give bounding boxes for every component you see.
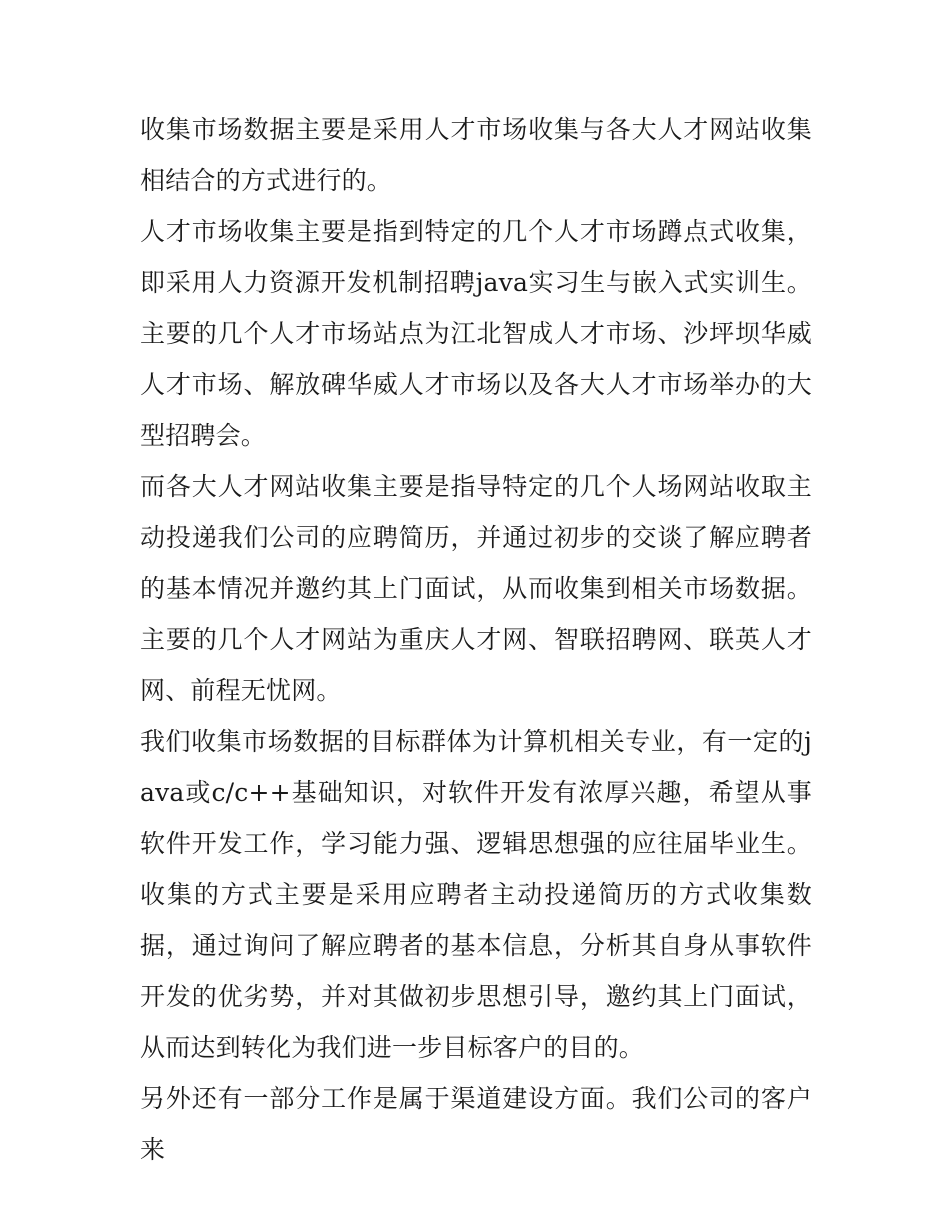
paragraph-collection-method: 收集市场数据主要是采用人才市场收集与各大人才网站收集相结合的方式进行的。 bbox=[140, 115, 812, 195]
document-body bbox=[140, 104, 812, 1175]
paragraph-channel-building: 另外还有一部分工作是属于渠道建设方面。我们公司的客户来 bbox=[140, 1084, 812, 1164]
paragraph-target-group: 我们收集市场数据的目标群体为计算机相关专业，有一定的java或c/c++基础知识，对软件开发有浓厚兴趣，希望从事软件开发工作，学习能力强、逻辑思想强的应往届毕业生。收集的方式主要是采用应聘者主动投递简历的方式收集数据，通过询问了解应聘者的基本信息，分析其自身从事软件开发的优劣势，并对其做初步思想引导，邀约其上门面试，从而达到转化为我们进一步目标客户的目的。 bbox=[140, 727, 812, 1062]
paragraph-talent-market: 人才市场收集主要是指到特定的几个人才市场蹲点式收集，即采用人力资源开发机制招聘java实习生与嵌入式实训生。主要的几个人才市场站点为江北智成人才市场、沙坪坝华威人才市场、解放碑华威人才市场以及各大人才市场举办的大型招聘会。 bbox=[140, 217, 812, 450]
paragraph-talent-websites: 而各大人才网站收集主要是指导特定的几个人场网站收取主动投递我们公司的应聘简历，并通过初步的交谈了解应聘者的基本情况并邀约其上门面试，从而收集到相关市场数据。主要的几个人才网站为重庆人才网、智联招聘网、联英人才网、前程无忧网。 bbox=[140, 472, 812, 705]
